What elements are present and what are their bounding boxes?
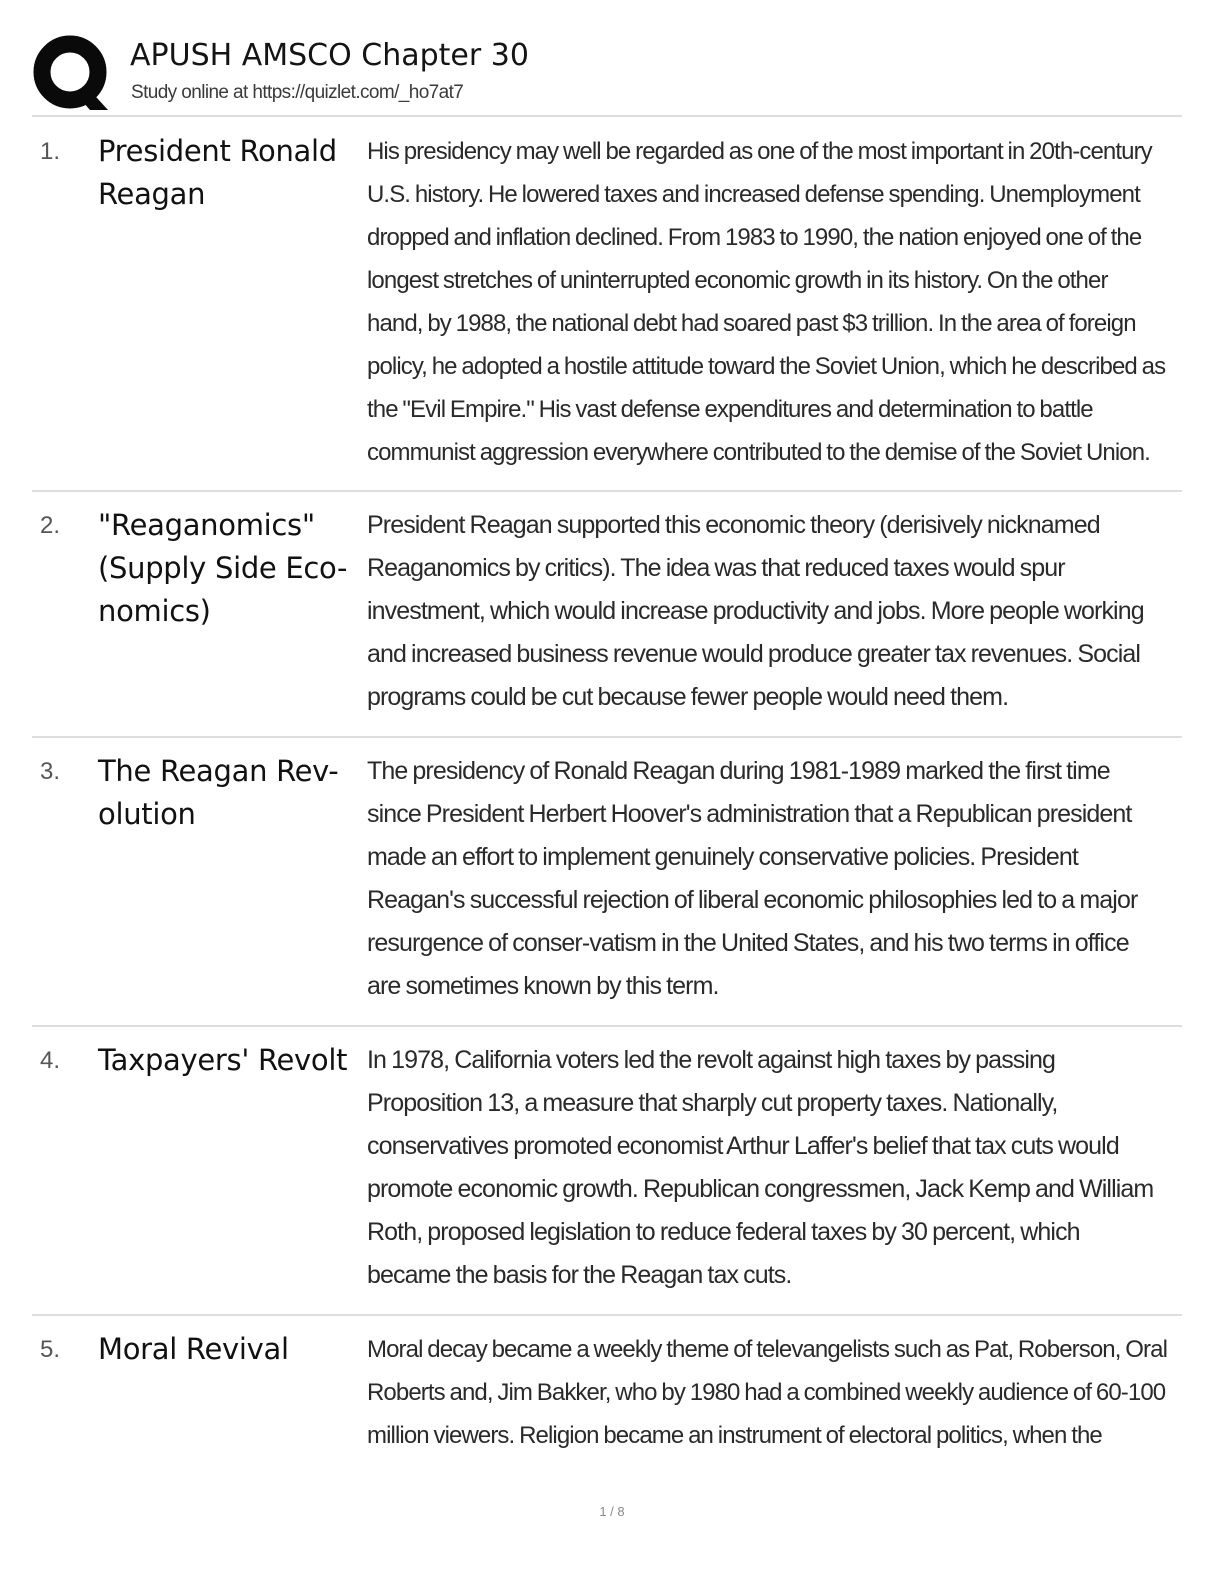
term-number: 4. bbox=[40, 1047, 61, 1074]
row-divider bbox=[32, 1025, 1182, 1027]
term-text: The Reagan Rev-olution bbox=[98, 754, 339, 831]
term-text: Moral Revival bbox=[98, 1332, 289, 1366]
study-online-link[interactable]: Study online at https://quizlet.com/_ho7at7 bbox=[131, 82, 464, 103]
term-number: 1. bbox=[40, 138, 61, 165]
flashcard-row bbox=[32, 504, 1182, 724]
quizlet-logo-icon bbox=[32, 34, 114, 116]
term-text: "Reaganomics" (Supply Side Eco-nomics) bbox=[98, 508, 348, 628]
term-number: 5. bbox=[40, 1336, 61, 1363]
flashcard-row bbox=[32, 750, 1182, 1015]
term-text: President Ronald Reagan bbox=[98, 134, 337, 211]
term-number: 3. bbox=[40, 758, 61, 785]
page-number: 1 / 8 bbox=[599, 1504, 625, 1519]
row-divider bbox=[32, 736, 1182, 738]
definition-text: President Reagan supported this economic theory (derisively nicknamed Reaganomics by critics). The idea was that reduced taxes would spur investment, which would increase productivity and jobs. More people working and increased business revenue would produce greater tax revenues. Social programs could be cut because fewer people would need them. bbox=[367, 511, 1144, 711]
row-divider bbox=[32, 1314, 1182, 1316]
definition-text: The presidency of Ronald Reagan during 1981-1989 marked the first time since President Herbert Hoover's administration that a Republican president made an effort to implement genuinely conservative policies. President Reagan's successful rejection of liberal economic philosophies led to a major resurgence of conser-vatism in the United States, and his two terms in office are sometimes known by this term. bbox=[367, 757, 1138, 1000]
row-divider bbox=[32, 490, 1182, 492]
definition-text: Moral decay became a weekly theme of televangelists such as Pat, Roberson, Oral Roberts and, Jim Bakker, who by 1980 had a combined weekly audience of 60-100 million viewers. Religion became an instrument of electoral politics, when the bbox=[367, 1336, 1168, 1449]
definition-text: In 1978, California voters led the revolt against high taxes by passing Proposition 13, a measure that sharply cut property taxes. Nationally, conservatives promoted economist Arthur Laffer's belief that tax cuts would promote economic growth. Republican congressmen, Jack Kemp and William Roth, proposed legislation to reduce federal taxes by 30 percent, which became the basis for the Reagan tax cuts. bbox=[367, 1046, 1154, 1289]
flashcard-row bbox=[32, 1039, 1182, 1304]
document-header bbox=[30, 30, 1182, 116]
flashcard-row bbox=[32, 1328, 1182, 1468]
term-number: 2. bbox=[40, 512, 61, 539]
document-title: APUSH AMSCO Chapter 30 bbox=[130, 38, 529, 73]
flashcard-row bbox=[32, 130, 1182, 475]
header-divider bbox=[32, 115, 1182, 117]
term-text: Taxpayers' Revolt bbox=[98, 1043, 348, 1077]
definition-text: His presidency may well be regarded as one of the most important in 20th-century U.S. history. He lowered taxes and increased defense spending. Unemployment dropped and inflation declined. From 1983 to 1990, the nation enjoyed one of the longest stretches of uninterrupted economic growth in its history. On the other hand, by 1988, the national debt had soared past $3 trillion. In the area of foreign policy, he adopted a hostile attitude toward the Soviet Union, which he described as the "Evil Empire." His vast defense expenditures and determination to battle communist aggression everywhere contributed to the demise of the Soviet Union. bbox=[367, 138, 1166, 466]
